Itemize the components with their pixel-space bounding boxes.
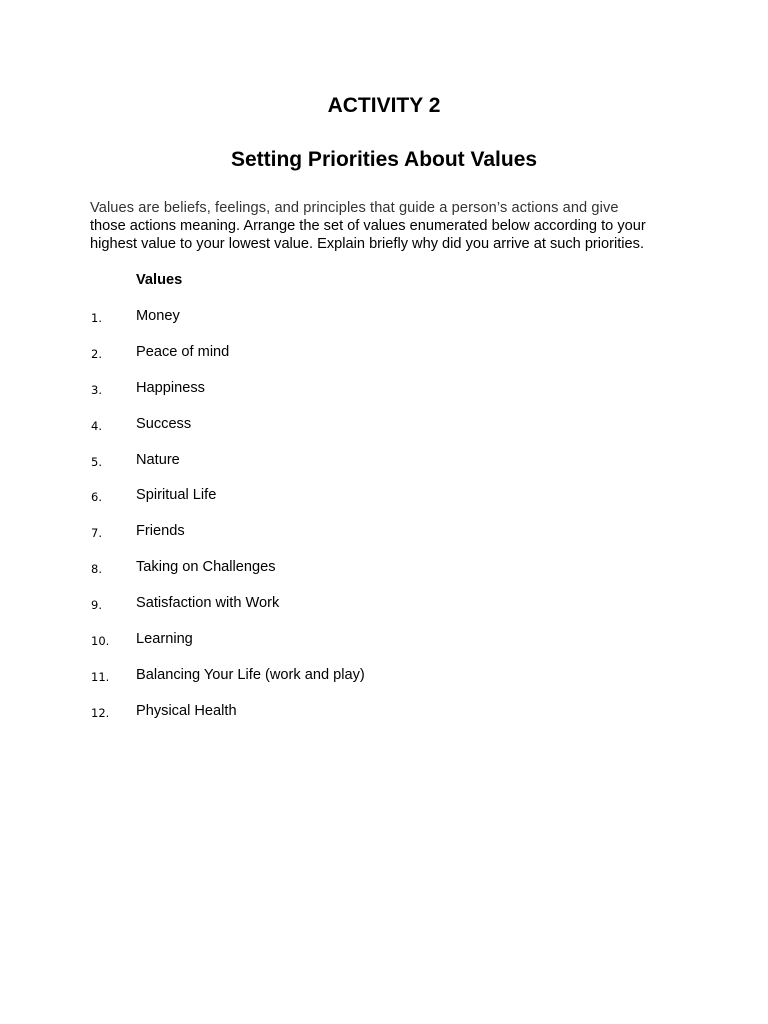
list-item — [0, 486, 768, 506]
item-number: 8. — [91, 562, 102, 576]
item-label: Money — [136, 308, 180, 324]
list-item — [0, 451, 768, 471]
item-number: 10. — [91, 634, 110, 648]
list-item — [0, 522, 768, 542]
item-number: 3. — [91, 383, 102, 397]
list-item — [0, 666, 768, 686]
item-number: 12. — [91, 706, 110, 720]
list-item — [0, 307, 768, 327]
item-label: Success — [136, 416, 192, 432]
list-item — [0, 558, 768, 578]
list-item — [0, 343, 768, 363]
intro-line: those actions meaning. Arrange the set of values enumerated below according to your — [90, 218, 646, 234]
item-number: 9. — [91, 598, 102, 612]
item-label: Happiness — [136, 380, 205, 396]
item-label: Physical Health — [136, 703, 237, 719]
list-item — [0, 630, 768, 650]
item-number: 11. — [91, 670, 110, 684]
list-item — [0, 702, 768, 722]
item-label: Balancing Your Life (work and play) — [136, 667, 365, 683]
item-number: 2. — [91, 347, 102, 361]
intro-paragraph — [90, 199, 690, 253]
item-number: 5. — [91, 455, 102, 469]
item-label: Nature — [136, 452, 180, 468]
intro-line: Values are beliefs, feelings, and principles that guide a person’s actions and give — [90, 200, 619, 216]
item-number: 7. — [91, 526, 102, 540]
item-label: Learning — [136, 631, 193, 647]
item-label: Friends — [136, 523, 185, 539]
item-label: Taking on Challenges — [136, 559, 276, 575]
list-item — [0, 594, 768, 614]
intro-line: highest value to your lowest value. Explain briefly why did you arrive at such priorities. — [90, 236, 645, 252]
item-number: 6. — [91, 490, 102, 504]
list-item — [0, 415, 768, 435]
list-item — [0, 379, 768, 399]
activity-title: ACTIVITY 2 — [327, 94, 441, 117]
item-label: Satisfaction with Work — [136, 595, 280, 611]
page-subtitle: Setting Priorities About Values — [230, 148, 538, 171]
item-label: Peace of mind — [136, 344, 230, 360]
item-number: 4. — [91, 419, 102, 433]
item-number: 1. — [91, 311, 102, 325]
item-label: Spiritual Life — [136, 487, 217, 503]
values-list-header: Values — [136, 272, 183, 288]
